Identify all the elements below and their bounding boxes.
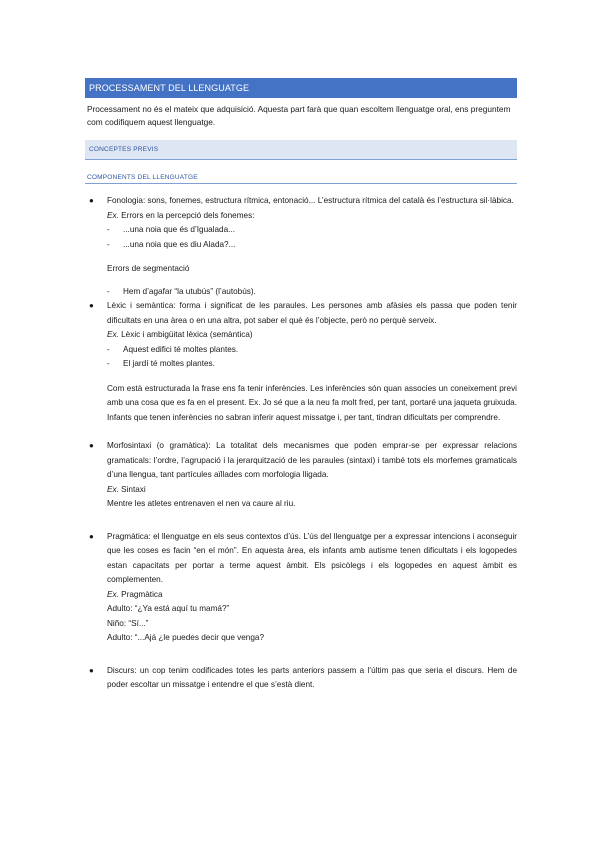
intro-paragraph: Processament no és el mateix que adquisició. Aquesta part farà que quan escoltem llenguatge oral, ens preguntem com codifiquem aquest llenguatge. [87,104,511,127]
list-item: - El jardí té moltes plantes. [107,359,215,368]
dialog-line: Adulto: “...Ajá ¿le puedes decir que venga? [107,633,265,642]
dialog-line: Adulto: “¿Ya está aquí tu mamá?” [107,604,230,613]
bullet-pragmatica: ● Pragmàtica: el llenguatge en els seus contextos d’ús. L’ús del llenguatge per a expressar intencions i aconseguir que les coses es facin “en el món”. En aquesta àrea, els infants amb autisme tenen dificultats i els logopedes estan capacitats per portar a terme aquest àmbit. Els psicòlegs i els logopedes en aquest àmbit es complementen. [89,531,517,584]
example-line: Ex. Errors en la percepció dels fonemes: [107,210,255,220]
section-heading: CONCEPTES PREVIS [85,140,517,160]
list-item: - Aquest edifici té moltes plantes. [107,344,239,354]
bullet-discurs: ● Discurs: un cop tenim codificades totes les parts anteriors passem a l’últim pas que seria el discurs. Hem de poder escoltar un missatge i entendre el que s’està dient. [89,665,517,689]
example-line: Ex. Lèxic i ambigüitat lèxica (semàntica) [107,330,253,339]
bullet-morfosintaxi: ● Morfosintaxi (o gramàtica): La totalitat dels mecanismes que poden emprar-se per expressar relacions gramaticals: l’ordre, l’agrupació i la jerarquització de les paraules (sintaxi) i també tots els morfemes gramaticals d’una llengua, tant partícules aïllades com morfologia lligada. [89,441,517,479]
bullet-dot-icon: ● [89,196,94,205]
bullet-dot-icon: ● [89,665,94,675]
example-line: Ex. Pragmàtica [107,589,163,599]
subsection-heading: COMPONENTS DEL LLENGUATGE [85,174,517,184]
bullet-lexic: ● Lèxic i semàntica: forma i significat de les paraules. Les persones amb afàsies els passa que poden tenir dificultats en una àrea o en una altra, pot saber el què és l’objecte, però no perquè serveix. [89,301,517,325]
bullet-dot-icon: ● [89,301,94,310]
dialog-line: Niño: “Sí...” [107,618,149,628]
list-item: - ...una noia que és d’Igualada... [107,225,235,234]
page-title: PROCESSAMENT DEL LLENGUATGE [85,78,517,98]
example-line: Ex. Sintaxi [107,484,146,494]
segmentation-title: Errors de segmentació [107,264,190,273]
bullet-fonologia: ● Fonologia: sons, fonemes, estructura rítmica, entonació... L’estructura rítmica del català és l’estructura sil·làbica. [85,194,517,209]
example-sentence: Mentre les atletes entrenaven el nen va caure al riu. [107,499,296,508]
bullet-dot-icon: ● [89,441,94,450]
list-item: - ...una noia que es diu Alada?... [107,239,236,249]
bullet-dot-icon: ● [89,531,94,541]
inference-paragraph: Com està estructurada la frase ens fa tenir inferències. Les inferències són quan associes un coneixement previ amb una cosa que es fa en el present. Ex. Jo sé que a la neu fa molt fred, per tant, portaré una jaqueta gruixuda. Infants que tenen inferències no sabran inferir aquest missatge i, per tant, tindran dificultats per comprendre. [107,383,517,422]
list-item: - Hem d’agafar “la utubús” (l’autobús). [107,286,256,296]
document-page [85,78,517,693]
